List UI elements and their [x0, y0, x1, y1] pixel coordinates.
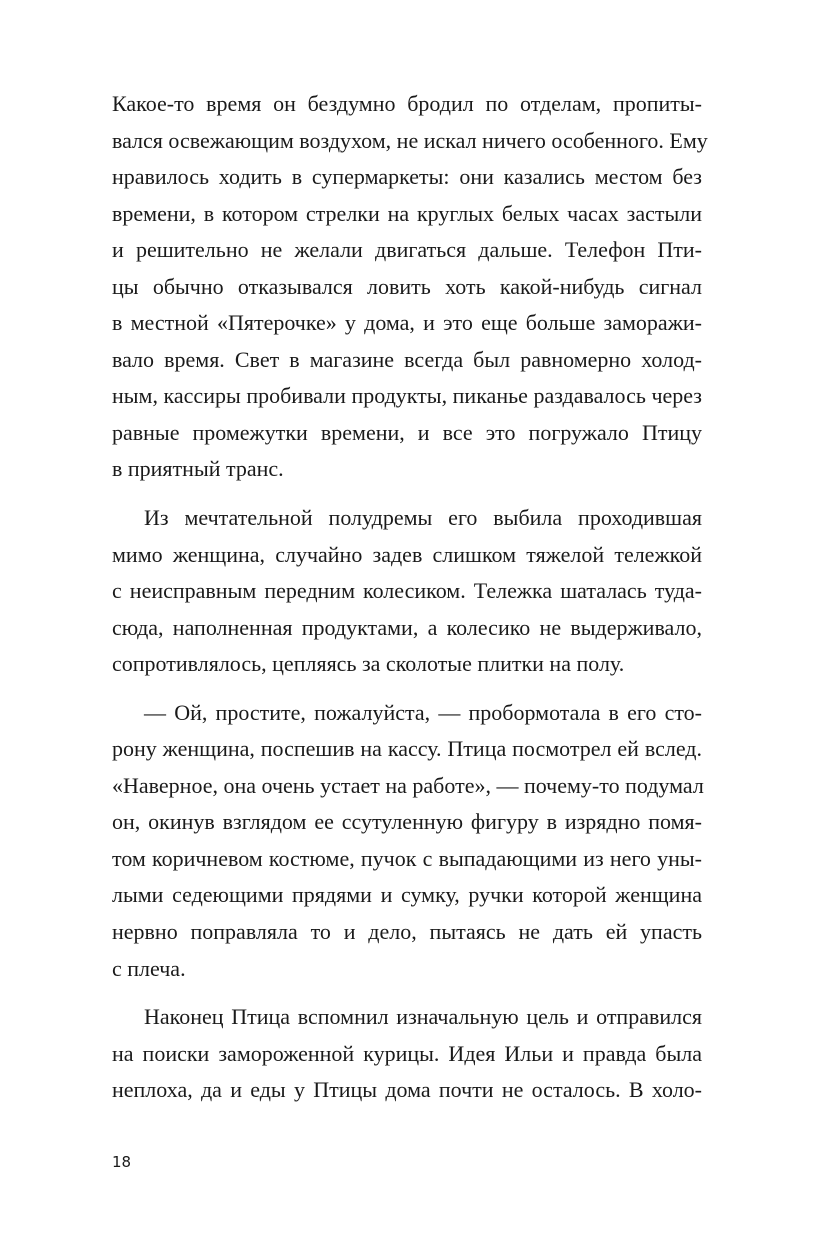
text-line: он, окинув взглядом ее ссутуленную фигуру в изрядно помя- [112, 809, 702, 835]
text-line: в приятный транс. [112, 456, 284, 482]
text-line: лыми седеющими прядями и сумку, ручки которой женщина [112, 882, 702, 908]
paragraph-gap [112, 683, 702, 695]
paragraph [112, 500, 702, 683]
paragraph-gap [112, 987, 702, 999]
text-line: с плеча. [112, 955, 186, 981]
paragraph [112, 695, 702, 987]
text-line: — Ой, простите, пожалуйста, — пробормотала в его сто- [144, 699, 702, 725]
text-line: и решительно не желали двигаться дальше. Телефон Пти- [112, 237, 702, 263]
body-text [112, 86, 708, 1109]
text-line: ным, кассиры пробивали продукты, пиканье раздавалось через [112, 383, 702, 409]
text-line: рону женщина, поспешив на кассу. Птица посмотрел ей вслед. [112, 736, 702, 762]
paragraph [112, 86, 708, 488]
text-line: мимо женщина, случайно задев слишком тяжелой тележкой [112, 541, 702, 567]
text-line: «Наверное, она очень устает на работе», — почему-то подумал [112, 772, 704, 798]
text-line: равные промежутки времени, и все это погружало Птицу [112, 419, 702, 445]
text-line: нравилось ходить в супермаркеты: они казались местом без [112, 164, 702, 190]
text-line: времени, в котором стрелки на круглых белых часах застыли [112, 200, 702, 226]
text-line: с неисправным передним колесиком. Тележка шаталась туда- [112, 578, 702, 604]
paragraph-gap [112, 488, 702, 500]
text-line: Какое-то время он бездумно бродил по отделам, пропиты- [112, 91, 702, 116]
text-line: сюда, наполненная продуктами, а колесико не выдерживало, [112, 614, 702, 640]
text-line: сопротивлялось, цепляясь за сколотые плитки на полу. [112, 651, 625, 677]
text-line: вало время. Свет в магазине всегда был равномерно холод- [112, 346, 702, 372]
text-line: нервно поправляла то и дело, пытаясь не дать ей упасть [112, 919, 702, 945]
text-line: Наконец Птица вспомнил изначальную цель и отправился [144, 1004, 702, 1030]
text-line: Из мечтательной полудремы его выбила проходившая [144, 505, 702, 531]
text-line: в местной «Пятерочке» у дома, и это еще больше заморажи- [112, 310, 702, 336]
text-line: цы обычно отказывался ловить хоть какой-нибудь сигнал [112, 273, 702, 299]
text-line: том коричневом костюме, пучок с выпадающими из него уны- [112, 845, 702, 871]
text-line: вался освежающим воздухом, не искал ничего особенного. Ему [112, 127, 708, 153]
paragraph [112, 999, 702, 1109]
text-line: неплоха, да и еды у Птицы дома почти не осталось. В холо- [112, 1077, 702, 1103]
text-line: на поиски замороженной курицы. Идея Ильи и правда была [112, 1040, 702, 1066]
page-number: 18 [112, 1153, 132, 1171]
